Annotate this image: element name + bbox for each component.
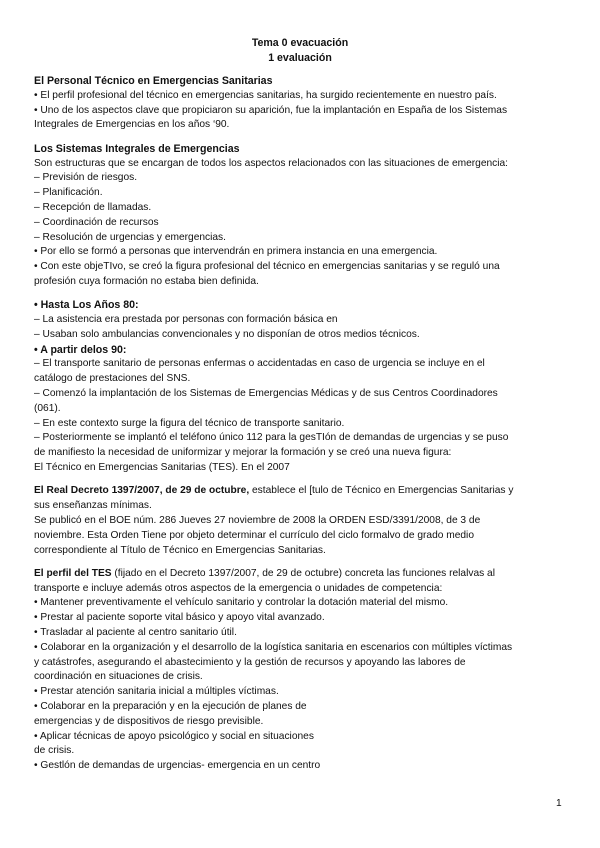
text-line: correspondiente al Título de Técnico en Emergencias Sanitarias. (34, 544, 326, 556)
text-line: El Técnico en Emergencias Sanitarias (TES). En el 2007 (34, 462, 290, 474)
list-item: – En este contexto surge la figura del técnico de transporte sanitario. (34, 417, 345, 429)
text-line: Integrales de Emergencias en los años ‘90. (34, 119, 230, 131)
text-line: Son estructuras que se encargan de todos los aspectos relacionados con las situaciones de emergencia: (34, 157, 509, 169)
list-item: • Colaborar en la organización y el desarrollo de la logística sanitaria en escenarios con múltiples víctimas (34, 641, 513, 653)
list-item: – Posteriormente se implantó el teléfono único 112 para la gesTIón de demandas de urgencias y se puso (34, 432, 509, 444)
text-line: • Uno de los aspectos clave que propiciaron su aparición, fue la implantación en España de los Sistemas (34, 104, 508, 116)
list-item: – Resolución de urgencias y emergencias. (34, 231, 226, 243)
text-line: • El perfil profesional del técnico en emergencias sanitarias, ha surgido recientemente en nuestro país. (34, 89, 497, 101)
perfil-tes-paragraph (34, 567, 566, 582)
doc-title-line2: 1 evaluación (268, 51, 332, 64)
list-item: • Prestar al paciente soporte vital básico y apoyo vital avanzado. (34, 612, 325, 624)
text-line: y catástrofes, asegurando el abastecimiento y la gestión de recursos y apoyando las labores de (34, 656, 466, 668)
text-line: transporte e incluye además otros aspectos de la emergencia o unidades de competencia: (34, 582, 443, 594)
real-decreto-paragraph (34, 484, 566, 499)
section-heading-personal: El Personal Técnico en Emergencias Sanitarias (34, 75, 273, 88)
list-item: – La asistencia era prestada por personas con formación básica en (34, 314, 338, 326)
document-page (34, 36, 566, 774)
text-line: profesión cuya formación no estaba bien definida. (34, 275, 259, 287)
list-item: – Previsión de riesgos. (34, 172, 138, 184)
list-item: • Con este objeTIvo, se creó la figura profesional del técnico en emergencias sanitarias y se reguló una (34, 261, 500, 273)
perfil-tes-bold: El perfil del TES (34, 567, 112, 579)
section-heading-90s: • A partir delos 90: (34, 343, 127, 356)
list-item: – Comenzó la implantación de los Sistemas de Emergencias Médicas y de sus Centros Coordinadores (34, 388, 498, 400)
page-number: 1 (556, 798, 562, 809)
text-line: sus enseñanzas mínimas. (34, 500, 152, 512)
list-item: – El transporte sanitario de personas enfermas o accidentadas en caso de urgencia se incluye en el (34, 358, 485, 370)
text-line: coordinación en situaciones de crisis. (34, 671, 203, 683)
text-line: (061). (34, 402, 61, 414)
list-item: • Prestar atención sanitaria inicial a múltiples víctimas. (34, 686, 279, 698)
text-line: catálogo de prestaciones del SNS. (34, 373, 191, 385)
perfil-tes-rest: (fijado en el Decreto 1397/2007, de 29 de octubre) concreta las funciones relalvas al (111, 567, 495, 579)
list-item: • Colaborar en la preparación y en la ejecución de planes de (34, 700, 307, 712)
text-line: noviembre. Esta Orden Tiene por objeto determinar el currículo del ciclo formalvo de grado medio (34, 529, 474, 541)
doc-title-line1: Tema 0 evacuación (251, 37, 349, 49)
text-line: de crisis. (34, 745, 75, 757)
text-line: Se publicó en el BOE núm. 286 Jueves 27 noviembre de 2008 la ORDEN ESD/3391/2008, de 3 de (34, 514, 481, 526)
list-item: • Aplicar técnicas de apoyo psicológico y social en situaciones (34, 730, 314, 742)
list-item: • Trasladar al paciente al centro sanitario útil. (34, 626, 237, 638)
list-item: • Gestlón de demandas de urgencias- emergencia en un centro (34, 760, 321, 772)
list-item: – Usaban solo ambulancias convencionales y no disponían de otros medios técnicos. (34, 328, 420, 340)
section-heading-80s: • Hasta Los Años 80: (34, 299, 139, 312)
list-item: – Recepción de llamadas. (34, 201, 152, 213)
real-decreto-rest: establece el [tulo de Técnico en Emergencias Sanitarias y (249, 485, 514, 497)
text-line: emergencias y de dispositivos de riesgo previsible. (34, 715, 264, 727)
section-heading-sistemas: Los Sistemas Integrales de Emergencias (34, 142, 240, 155)
real-decreto-bold: El Real Decreto 1397/2007, de 29 de octubre, (34, 485, 250, 497)
text-line: de manifiesto la necesidad de uniformizar y mejorar la formación y se creó una nueva figura: (34, 447, 452, 459)
list-item: • Mantener preventivamente el vehículo sanitario y controlar la dotación material del mismo. (34, 597, 449, 609)
list-item: • Por ello se formó a personas que intervendrán en primera instancia en una emergencia. (34, 246, 438, 258)
list-item: – Coordinación de recursos (34, 216, 159, 228)
list-item: – Planificación. (34, 187, 103, 199)
